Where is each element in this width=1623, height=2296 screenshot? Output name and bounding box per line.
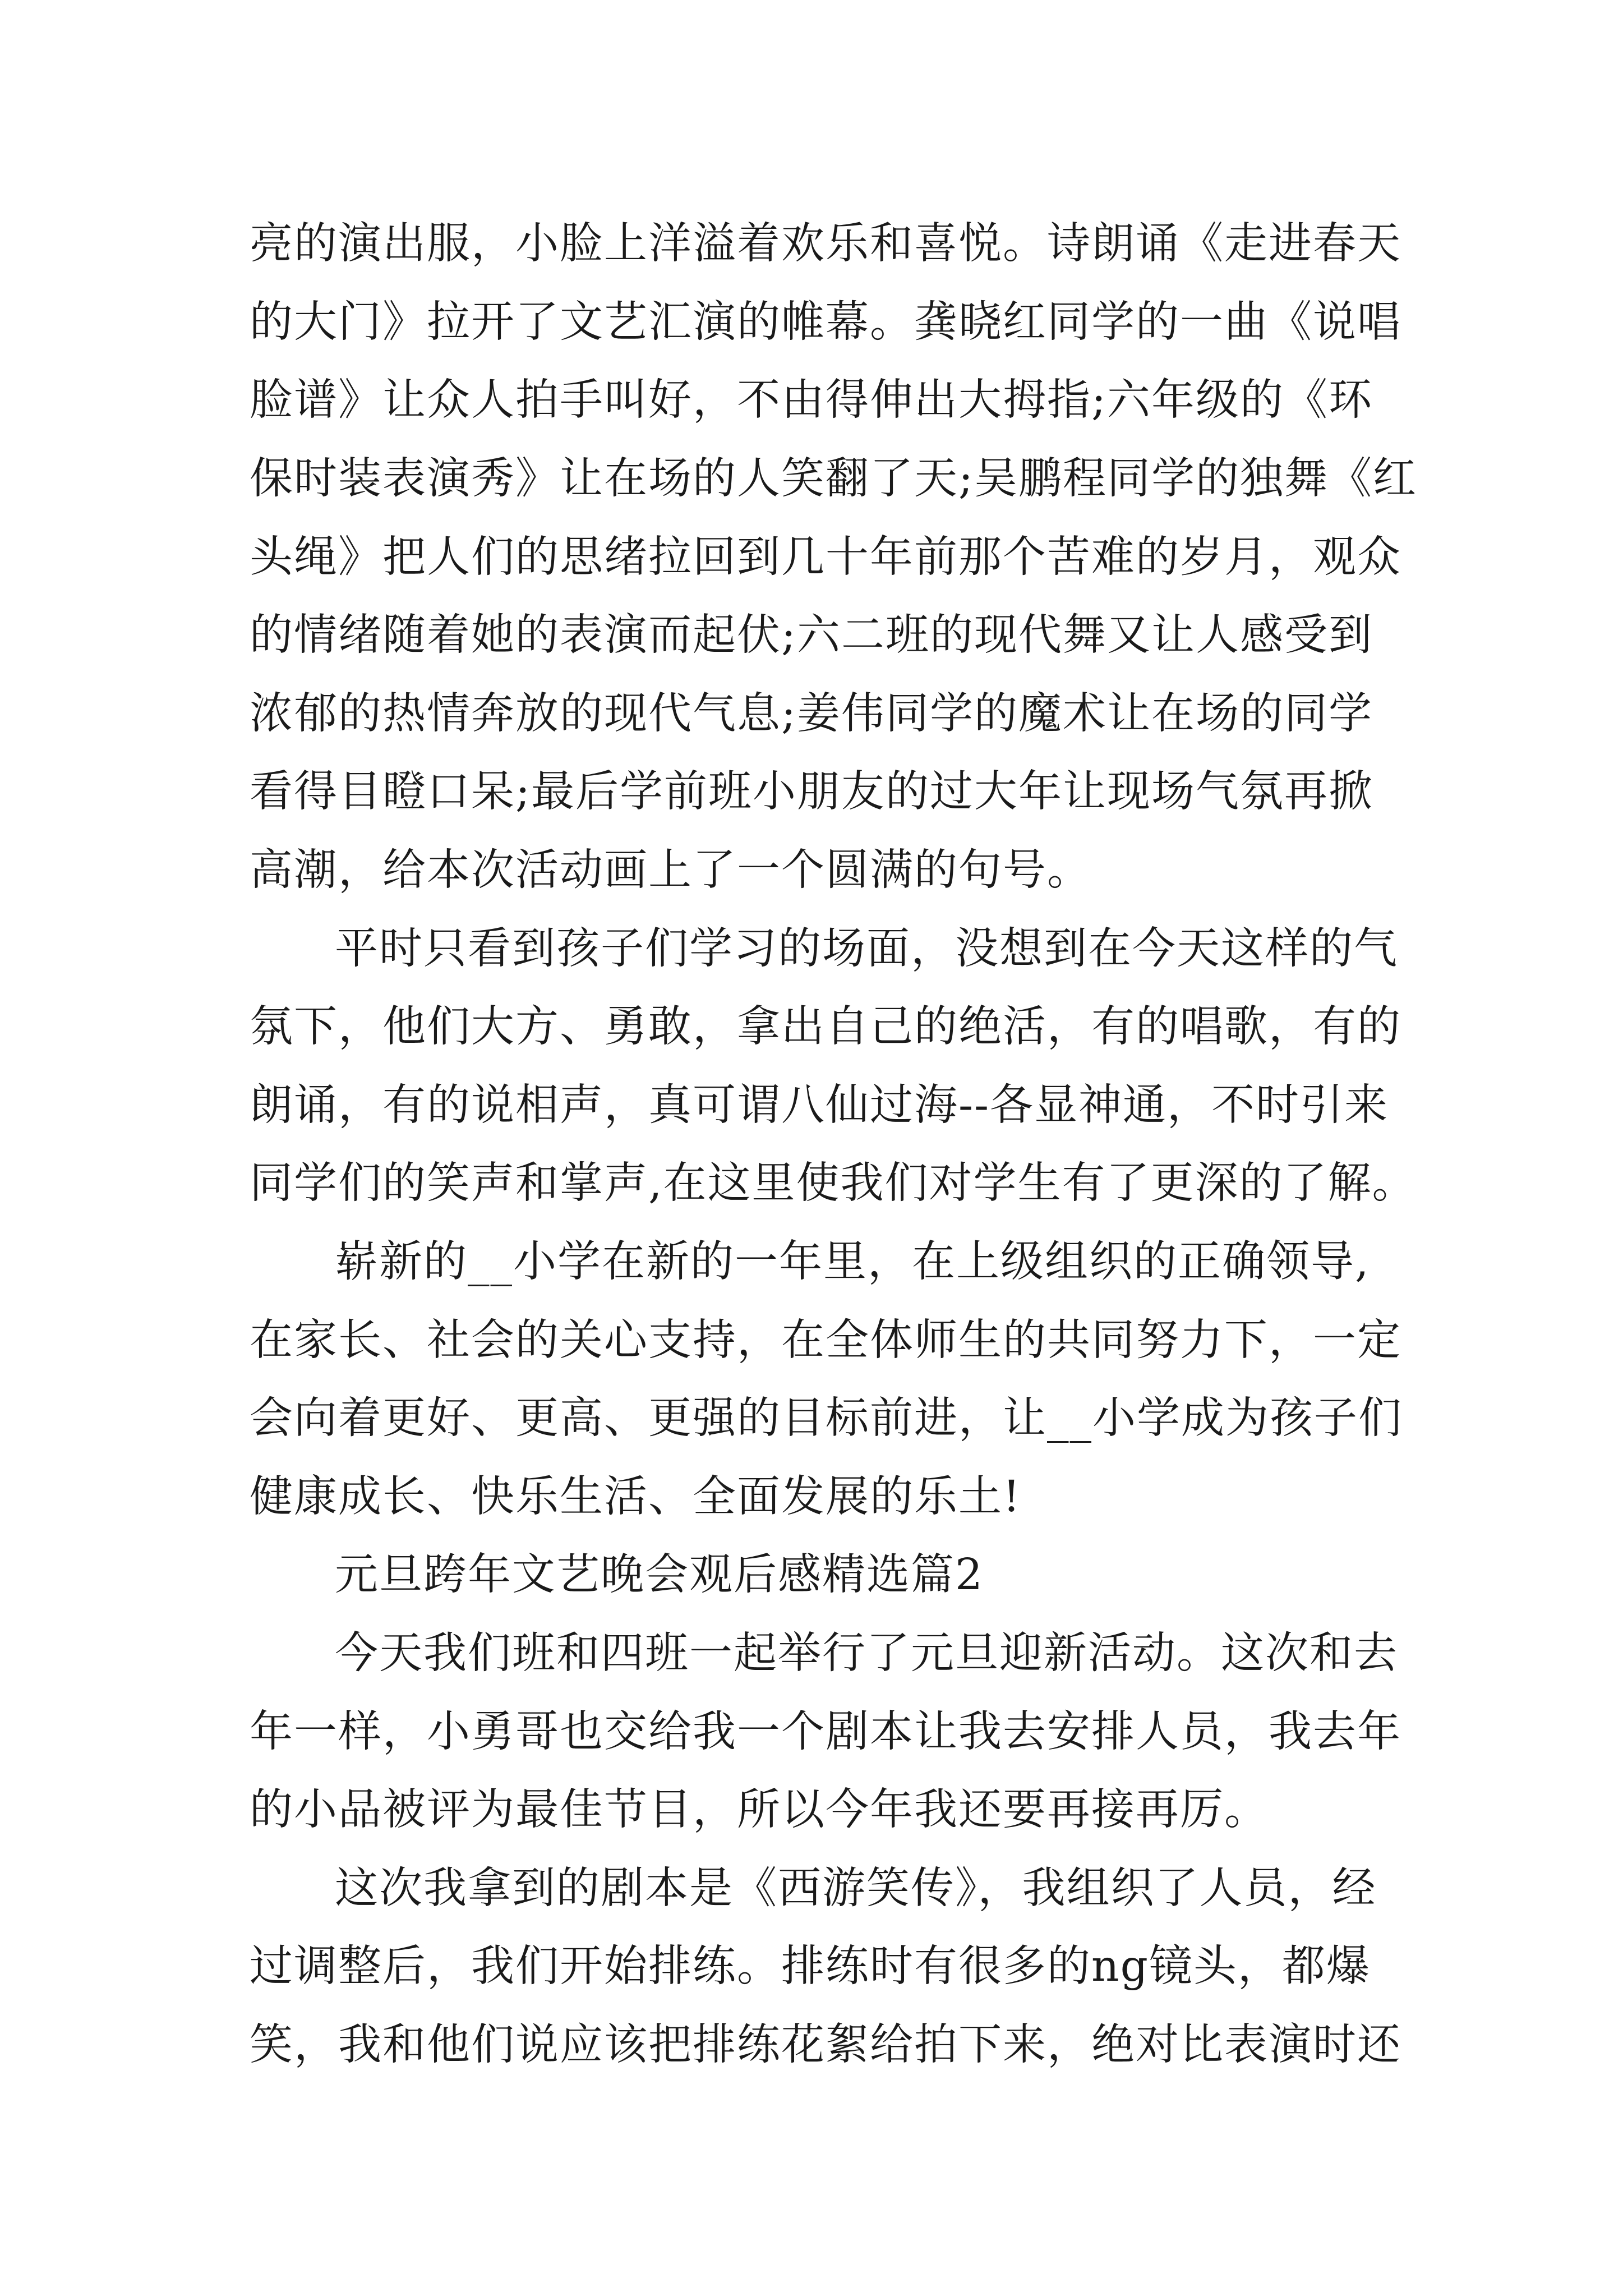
text-line: 氛下，他们大方、勇敢，拿出自己的绝活，有的唱歌，有的	[250, 1002, 1401, 1052]
text-line: 的情绪随着她的表演而起伏;六二班的现代舞又让人感受到	[250, 610, 1373, 660]
text-line: 看得目瞪口呆;最后学前班小朋友的过大年让现场气氛再掀	[250, 767, 1373, 817]
text-line: 同学们的笑声和掌声,在这里使我们对学生有了更深的了解。	[250, 1158, 1417, 1208]
text-line: 保时装表演秀》让在场的人笑翻了天;吴鹏程同学的独舞《红	[250, 454, 1417, 504]
text-line: 年一样，小勇哥也交给我一个剧本让我去安排人员，我去年	[250, 1707, 1401, 1757]
text-line: 头绳》把人们的思绪拉回到几十年前那个苦难的岁月，观众	[250, 532, 1401, 582]
text-line: 朗诵，有的说相声，真可谓八仙过海--各显神通，不时引来	[250, 1080, 1389, 1130]
text-line: 在家长、社会的关心支持，在全体师生的共同努力下，一定	[250, 1315, 1401, 1365]
text-line: 的小品被评为最佳节目，所以今年我还要再接再厉。	[250, 1785, 1269, 1835]
text-line: 脸谱》让众人拍手叫好，不由得伸出大拇指;六年级的《环	[250, 375, 1373, 425]
section-heading: 元旦跨年文艺晚会观后感精选篇2	[335, 1550, 984, 1600]
text-line: 健康成长、快乐生活、全面发展的乐土!	[250, 1472, 1021, 1522]
paragraph-first-line: 崭新的__小学在新的一年里，在上级组织的正确领导,	[335, 1237, 1370, 1287]
text-line: 的大门》拉开了文艺汇演的帷幕。龚晓红同学的一曲《说唱	[250, 297, 1401, 347]
text-line: 浓郁的热情奔放的现代气息;姜伟同学的魔术让在场的同学	[250, 689, 1373, 739]
paragraph-first-line: 这次我拿到的剧本是《西游笑传》，我组织了人员，经	[335, 1864, 1377, 1913]
text-line: 高潮，给本次活动画上了一个圆满的句号。	[250, 845, 1091, 895]
text-line: 亮的演出服，小脸上洋溢着欢乐和喜悦。诗朗诵《走进春天	[250, 219, 1401, 269]
text-line: 过调整后，我们开始排练。排练时有很多的ng镜头，都爆	[250, 1941, 1371, 1991]
paragraph-first-line: 平时只看到孩子们学习的场面，没想到在今天这样的气	[335, 924, 1398, 974]
text-line: 会向着更好、更高、更强的目标前进，让__小学成为孩子们	[250, 1393, 1403, 1443]
paragraph-first-line: 今天我们班和四班一起举行了元旦迎新活动。这次和去	[335, 1628, 1398, 1678]
text-line: 笑，我和他们说应该把排练花絮给拍下来，绝对比表演时还	[250, 2020, 1401, 2070]
